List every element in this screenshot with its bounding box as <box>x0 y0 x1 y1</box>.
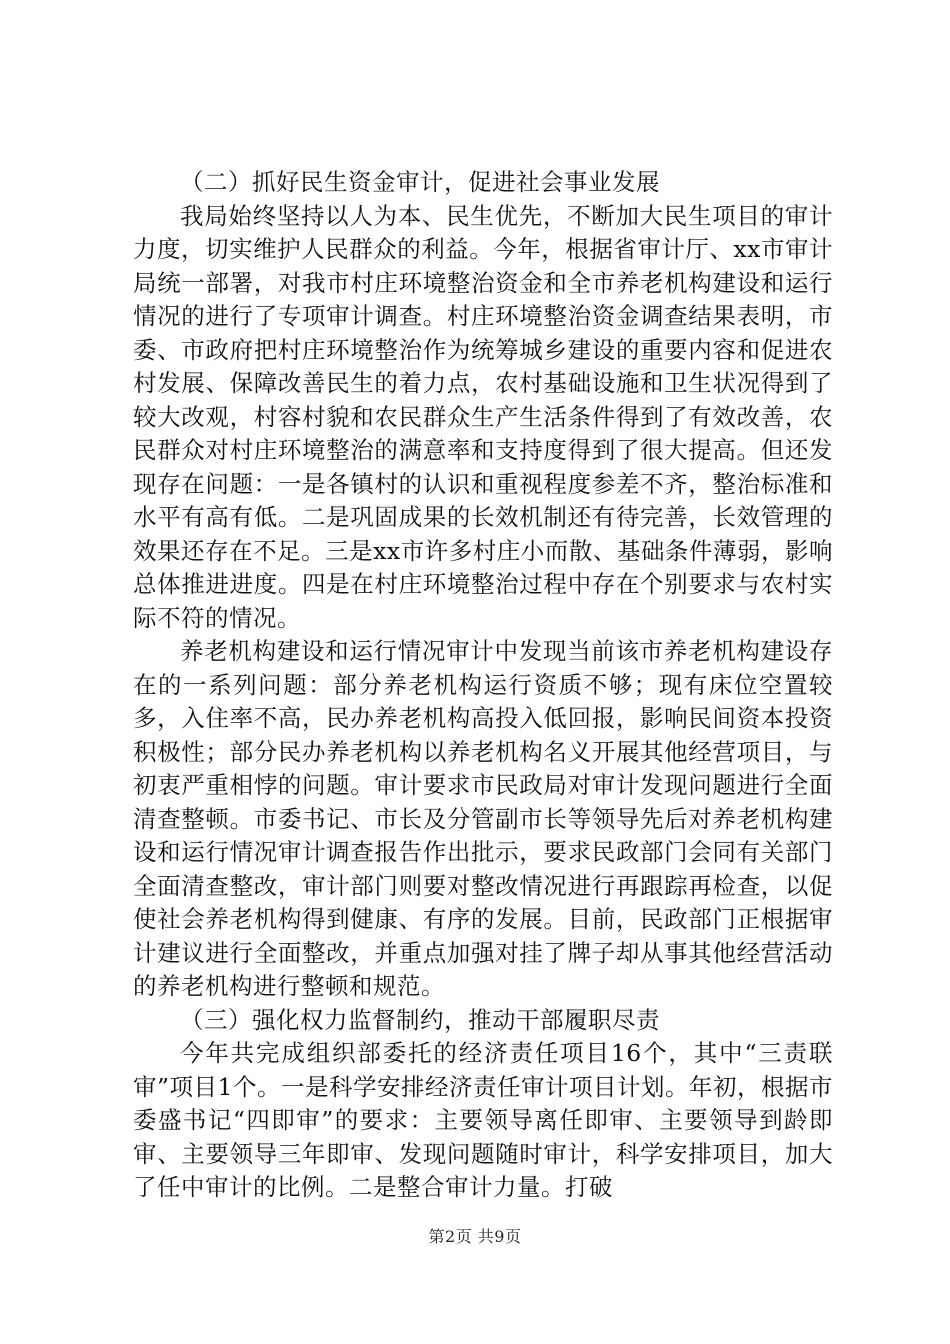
section-heading-2: （二）抓好民生资金审计，促进社会事业发展 <box>180 168 660 196</box>
page-footer: 第2页 共9页 <box>428 1227 522 1246</box>
paragraph-elderly-care-audit: 养老机构建设和运行情况审计中发现当前该市养老机构建设存在的一系列问题：部分养老机构运行资质不够；现有床位空置较多，入住率不高，民办养老机构高投入低回报，影响民间资本投资积极性；部分民办养老机构以养老机构名义开展其他经营项目，与初衷严重相悖的问题。审计要求市民政局对审计发现问题进行全面清查整顿。市委书记、市长及分管副市长等领导先后对养老机构建设和运行情况审计调查报告作出批示，要求民政部门会同有关部门全面清查整改，审计部门则要对整改情况进行再跟踪再检查，以促使社会养老机构得到健康、有序的发展。目前，民政部门正根据审计建议进行全面整改，并重点加强对挂了牌子却从事其他经营活动的养老机构进行整顿和规范。 <box>133 637 833 1000</box>
paragraph-livelihood-audit: 我局始终坚持以人为本、民生优先，不断加大民生项目的审计力度，切实维护人民群众的利益。今年，根据省审计厅、xx市审计局统一部署，对我市村庄环境整治资金和全市养老机构建设和运行情况的进行了专项审计调查。村庄环境整治资金调查结果表明，市委、市政府把村庄环境整治作为统筹城乡建设的重要内容和促进农村发展、保障改善民生的着力点，农村基础设施和卫生状况得到了较大改观，村容村貌和农民群众生产生活条件得到了有效改善，农民群众对村庄环境整治的满意率和支持度得到了很大提高。但还发现存在问题：一是各镇村的认识和重视程度参差不齐，整治标准和水平有高有低。二是巩固成果的长效机制还有待完善，长效管理的效果还存在不足。三是xx市许多村庄小而散、基础条件薄弱，影响总体推进进度。四是在村庄环境整治过程中存在个别要求与农村实际不符的情况。 <box>133 201 833 632</box>
document-body <box>133 166 833 1205</box>
paragraph-economic-responsibility: 今年共完成组织部委托的经济责任项目16个，其中“三责联审”项目1个。一是科学安排经济责任审计项目计划。年初，根据市委盛书记“四即审”的要求：主要领导离任即审、主要领导到龄即审、主要领导三年即审、发现问题随时审计，科学安排项目，加大了任中审计的比例。二是整合审计力量。打破 <box>133 1039 833 1201</box>
section-heading-3: （三）强化权力监督制约，推动干部履职尽责 <box>180 1005 660 1034</box>
